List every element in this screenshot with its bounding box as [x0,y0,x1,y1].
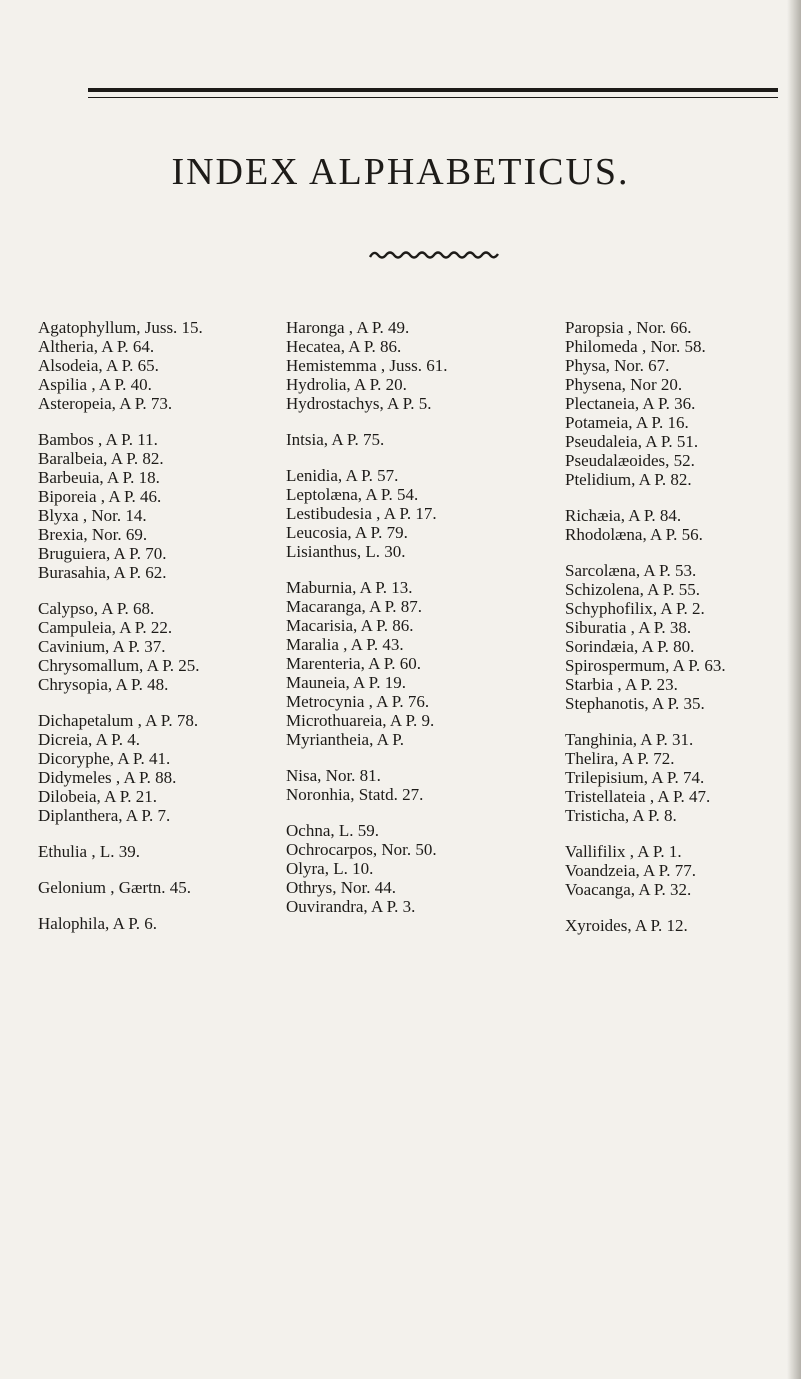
index-entry: Bambos , A P. 11. [38,430,158,449]
index-letter-group [38,599,268,694]
index-entry: Tanghinia, A P. 31. [565,730,694,749]
index-entry: Gelonium , Gærtn. 45. [38,878,191,897]
page-title: INDEX ALPHABETICUS. [171,151,630,193]
index-entry: Tristellateia , A P. 47. [565,787,711,806]
index-entry: Noronhia, Statd. 27. [286,785,424,804]
index-entry: Intsia, A P. 75. [286,430,385,449]
index-letter-group [286,821,554,916]
index-entry: Physa, Nor. 67. [565,356,670,375]
index-entry: Tristicha, A P. 8. [565,806,677,825]
index-entry: Dilobeia, A P. 21. [38,787,158,806]
index-entry: Macarisia, A P. 86. [286,616,414,635]
index-entry: Didymeles , A P. 88. [38,768,177,787]
index-letter-group [38,914,268,933]
index-column-1 [38,318,268,950]
index-entry: Chrysomallum, A P. 25. [38,656,200,675]
index-entry: Ethulia , L. 39. [38,842,140,861]
index-entry: Blyxa , Nor. 14. [38,506,147,525]
index-letter-group [38,878,268,897]
index-entry: Hydrostachys, A P. 5. [286,394,432,413]
index-letter-group [286,466,554,561]
index-entry: Voacanga, A P. 32. [565,880,692,899]
top-rule-thin [88,97,778,98]
index-entry: Altheria, A P. 64. [38,337,155,356]
index-letter-group [565,318,790,489]
index-entry: Marenteria, A P. 60. [286,654,422,673]
index-entry: Physena, Nor 20. [565,375,683,394]
index-entry: Brexia, Nor. 69. [38,525,148,544]
index-entry: Lisianthus, L. 30. [286,542,406,561]
index-entry: Barbeuia, A P. 18. [38,468,160,487]
index-entry: Calypso, A P. 68. [38,599,155,618]
index-entry: Microthuareia, A P. 9. [286,711,435,730]
index-entry: Leucosia, A P. 79. [286,523,408,542]
index-entry: Stephanotis, A P. 35. [565,694,705,713]
index-entry: Ochrocarpos, Nor. 50. [286,840,437,859]
index-entry: Paropsia , Nor. 66. [565,318,692,337]
index-entry: Richæia, A P. 84. [565,506,682,525]
index-letter-group [286,766,554,804]
index-entry: Schyphofilix, A P. 2. [565,599,705,618]
index-entry: Ouvirandra, A P. 3. [286,897,416,916]
index-entry: Leptolæna, A P. 54. [286,485,419,504]
index-entry: Myriantheia, A P. [286,730,405,749]
top-rule-thick [88,88,778,92]
index-entry: Ochna, L. 59. [286,821,380,840]
index-entry: Hemistemma , Juss. 61. [286,356,448,375]
index-entry: Burasahia, A P. 62. [38,563,167,582]
index-entry: Trilepisium, A P. 74. [565,768,705,787]
index-letter-group [38,711,268,825]
index-entry: Philomeda , Nor. 58. [565,337,706,356]
index-entry: Starbia , A P. 23. [565,675,678,694]
index-letter-group [38,430,268,582]
index-entry: Sarcolæna, A P. 53. [565,561,697,580]
index-entry: Nisa, Nor. 81. [286,766,381,785]
index-entry: Olyra, L. 10. [286,859,374,878]
index-entry: Lenidia, A P. 57. [286,466,399,485]
index-entry: Cavinium, A P. 37. [38,637,166,656]
index-entry: Rhodolæna, A P. 56. [565,525,703,544]
index-entry: Haronga , A P. 49. [286,318,410,337]
index-entry: Plectaneia, A P. 36. [565,394,696,413]
index-letter-group [565,561,790,713]
index-letter-group [565,916,790,935]
index-entry: Diplanthera, A P. 7. [38,806,171,825]
index-entry: Sorindæia, A P. 80. [565,637,695,656]
index-entry: Voandzeia, A P. 77. [565,861,696,880]
index-entry: Dicreia, A P. 4. [38,730,140,749]
index-entry: Biporeia , A P. 46. [38,487,162,506]
index-entry: Agatophyllum, Juss. 15. [38,318,203,337]
index-letter-group [38,318,268,413]
index-letter-group [286,318,554,413]
index-column-3 [565,318,790,952]
index-entry: Othrys, Nor. 44. [286,878,397,897]
index-entry: Lestibudesia , A P. 17. [286,504,437,523]
index-entry: Mauneia, A P. 19. [286,673,406,692]
index-entry: Thelira, A P. 72. [565,749,675,768]
index-entry: Pseudalæoides, 52. [565,451,695,470]
index-letter-group [38,842,268,861]
index-entry: Halophila, A P. 6. [38,914,158,933]
index-letter-group [565,842,790,899]
index-entry: Spirospermum, A P. 63. [565,656,726,675]
index-entry: Hecatea, A P. 86. [286,337,402,356]
index-entry: Pseudaleia, A P. 51. [565,432,699,451]
index-entry: Dicoryphe, A P. 41. [38,749,171,768]
wavy-ornament-icon [368,248,500,262]
index-entry: Metrocynia , A P. 76. [286,692,430,711]
index-entry: Aspilia , A P. 40. [38,375,152,394]
index-letter-group [565,730,790,825]
index-entry: Maralia , A P. 43. [286,635,404,654]
index-entry: Siburatia , A P. 38. [565,618,692,637]
index-entry: Ptelidium, A P. 82. [565,470,692,489]
index-column-2 [286,318,554,933]
index-entry: Asteropeia, A P. 73. [38,394,173,413]
index-letter-group [286,578,554,749]
index-entry: Dichapetalum , A P. 78. [38,711,199,730]
index-entry: Campuleia, A P. 22. [38,618,173,637]
index-entry: Baralbeia, A P. 82. [38,449,164,468]
index-entry: Vallifilix , A P. 1. [565,842,682,861]
index-entry: Hydrolia, A P. 20. [286,375,407,394]
index-entry: Potameia, A P. 16. [565,413,689,432]
index-letter-group [565,506,790,544]
index-entry: Bruguiera, A P. 70. [38,544,167,563]
index-entry: Macaranga, A P. 87. [286,597,422,616]
index-entry: Xyroides, A P. 12. [565,916,688,935]
index-entry: Maburnia, A P. 13. [286,578,413,597]
index-letter-group [286,430,554,449]
index-entry: Alsodeia, A P. 65. [38,356,159,375]
index-entry: Chrysopia, A P. 48. [38,675,169,694]
index-entry: Schizolena, A P. 55. [565,580,701,599]
